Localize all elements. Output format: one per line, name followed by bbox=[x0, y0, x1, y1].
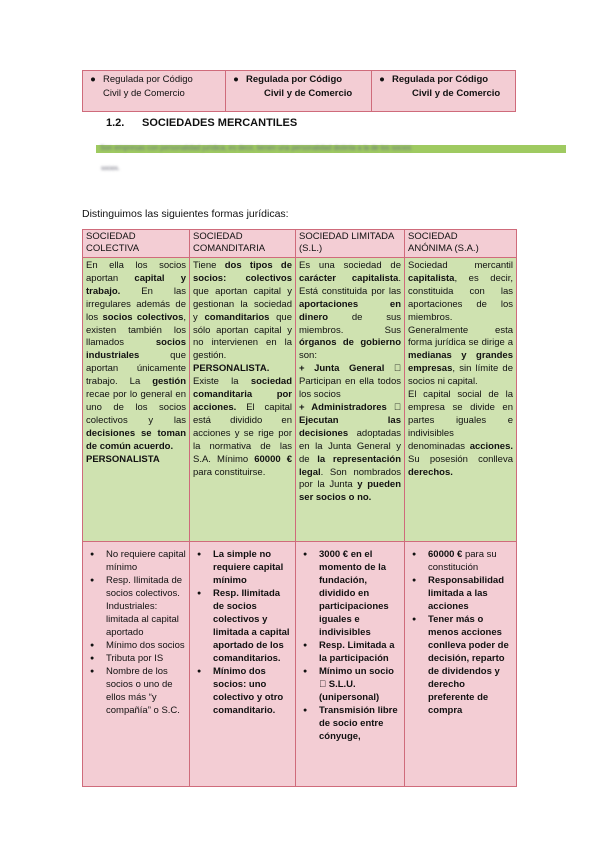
features-row bbox=[83, 542, 517, 787]
blurred-text-2: socios. bbox=[101, 166, 120, 172]
blurred-text: Son empresas con personalidad jurídica, es decir, tienen una personalidad distinta a la de los socios bbox=[100, 145, 412, 152]
list-item: ● 60000 € para su constitución bbox=[408, 548, 513, 574]
list-item: ● Tener más o menos acciones conlleva poder de decisión, reparto de dividendos y derecho preferente de compra bbox=[408, 613, 513, 717]
list-item: ● Tributa por IS bbox=[86, 652, 186, 665]
bullet-icon: ● bbox=[90, 74, 96, 85]
legal-forms-table bbox=[82, 229, 517, 787]
table-header-row bbox=[83, 230, 517, 258]
list-item: ● 3000 € en el momento de la fundación, dividido en participaciones iguales e indivisibles bbox=[299, 548, 401, 639]
desc-limitada: Es una sociedad de carácter capitalista. Está constituida por las aportaciones en dinero de sus miembros. Sus órganos de gobierno son: + Junta General Participan en ella todos los socios + AdministradoresEjecutan las decisiones adoptadas en la Junta General y de la representación legal. Son nombrados por la Junta y pueden ser socios o no. bbox=[296, 258, 405, 542]
list-item: ● La simple no requiere capital mínimo bbox=[193, 548, 292, 587]
intro-text: Distinguimos las siguientes formas jurídicas: bbox=[82, 208, 289, 220]
list-item: ● Mínimo un socio S.L.U. (unipersonal) bbox=[299, 665, 401, 704]
header-comanditaria: SOCIEDAD COMANDITARIA bbox=[190, 230, 296, 258]
feat-anonima bbox=[405, 542, 517, 787]
list-item: ● No requiere capital mínimo bbox=[86, 548, 186, 574]
feat-colectiva bbox=[83, 542, 190, 787]
list-item: ● Transmisión libre de socio entre cónyuge, bbox=[299, 704, 401, 743]
feat-comanditaria bbox=[190, 542, 296, 787]
top-cell: ● Regulada por Código Civil y de Comercio bbox=[226, 71, 372, 112]
top-table bbox=[82, 70, 516, 112]
desc-colectiva: En ella los socios aportan capital y trabajo. En las irregulares además de los socios colectivos, existen también los llamados socios industriales que aportan únicamente trabajo. La gestión recae por lo general en uno de los socios colectivos y las decisiones se toman de común acuerdo. PERSONALISTA bbox=[83, 258, 190, 542]
section-title: 1.2. SOCIEDADES MERCANTILES bbox=[106, 117, 298, 129]
bullet-icon: ● bbox=[233, 74, 239, 85]
header-colectiva: SOCIEDAD COLECTIVA bbox=[83, 230, 190, 258]
top-cell: ● Regulada por Código Civil y de Comercio bbox=[83, 71, 226, 112]
desc-comanditaria: Tiene dos tipos de socios: colectivos que aportan capital y gestionan la sociedad y comanditarios que sólo aportan capital y no intervienen en la gestión. PERSONALISTA. Existe la sociedad comanditaria por acciones. El capital está dividido en acciones y se rige por la normativa de las S.A. Mínimo 60000 € para constituirse. bbox=[190, 258, 296, 542]
list-item: ● Mínimo dos socios: uno colectivo y otro comanditario. bbox=[193, 665, 292, 717]
list-item: ● Responsabilidad limitada a las acciones bbox=[408, 574, 513, 613]
header-anonima: SOCIEDAD ANÓNIMA (S.A.) bbox=[405, 230, 517, 258]
desc-anonima: Sociedad mercantil capitalista, es decir, constituida con las aportaciones de los miembros. Generalmente esta forma jurídica se dirige a medianas y grandes empresas, sin límite de socios ni capital. El capital social de la empresa se divide en partes iguales e indivisibles denominadas acciones. Su posesión conlleva derechos. bbox=[405, 258, 517, 542]
list-item: ● Resp. Limitada a la participación bbox=[299, 639, 401, 665]
list-item: ● Resp. Ilimitada de socios colectivos y limitada a capital aportado de los comanditarios. bbox=[193, 587, 292, 665]
list-item: ● Resp. Ilimitada de socios colectivos. Industriales: limitada al capital aportado bbox=[86, 574, 186, 639]
feat-limitada bbox=[296, 542, 405, 787]
header-limitada: SOCIEDAD LIMITADA (S.L.) bbox=[296, 230, 405, 258]
description-row bbox=[83, 258, 517, 542]
bullet-icon: ● bbox=[379, 74, 385, 85]
list-item: ● Mínimo dos socios bbox=[86, 639, 186, 652]
list-item: ● Nombre de los socios o uno de ellos más “y compañía” o S.C. bbox=[86, 665, 186, 717]
top-cell: ● Regulada por Código Civil y de Comercio bbox=[372, 71, 516, 112]
